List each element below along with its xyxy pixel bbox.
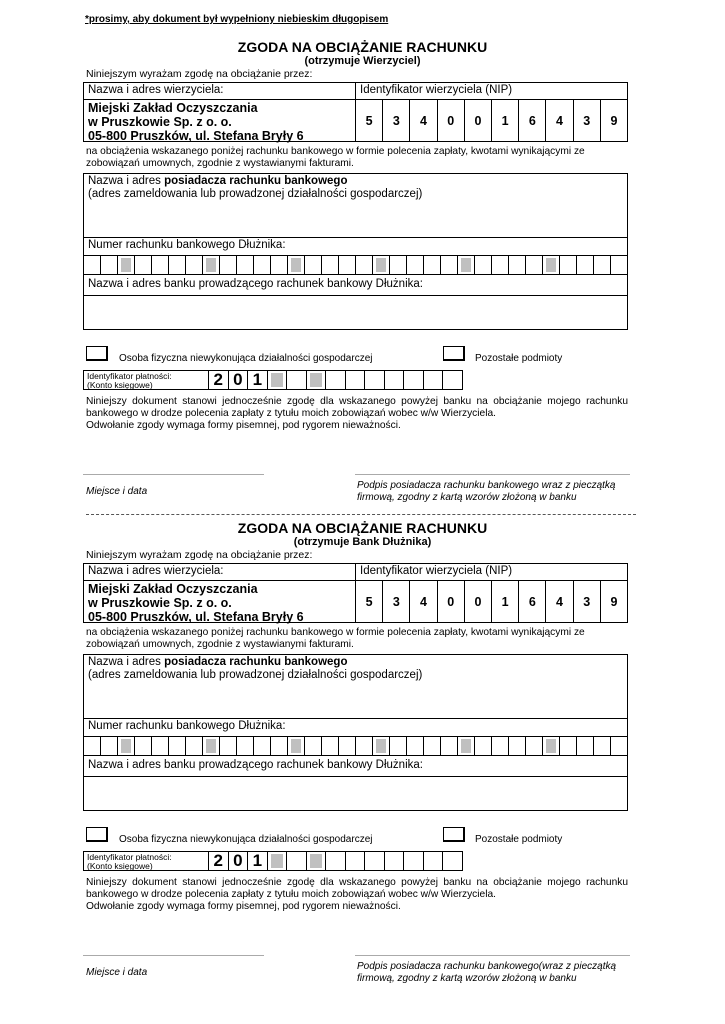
nip-digit: 4 (410, 581, 437, 622)
form-title: ZGODA NA OBCIĄŻANIE RACHUNKU (237, 520, 488, 536)
payment-id-row (83, 851, 463, 871)
account-number-grid (84, 736, 627, 756)
account-digit-cell[interactable] (186, 256, 203, 274)
account-digit-cell[interactable] (611, 256, 627, 274)
payment-id-cell[interactable] (365, 852, 385, 870)
account-separator-cell (458, 256, 475, 274)
account-separator-cell (203, 256, 220, 274)
account-number-grid (84, 255, 627, 275)
account-digit-cell[interactable] (169, 737, 186, 755)
account-digit-cell[interactable] (186, 737, 203, 755)
payment-id-label (84, 371, 209, 389)
creditor-line: w Pruszkowie Sp. z o. o. (88, 596, 232, 610)
place-date-line (83, 474, 264, 475)
debit-text: na obciążenia wskazanego poniżej rachunku bankowego w formie polecenia zapłaty, kwotami wynikającymi ze zobowiązań umownych, zgodnie z wystawianymi fakturami. (86, 146, 585, 169)
payment-id-cell[interactable] (326, 852, 346, 870)
payment-id-title: Identyfikator płatności: (87, 852, 172, 862)
payment-id-digit: 1 (248, 852, 268, 870)
consent-form-section (0, 0, 725, 503)
checkbox-other-label: Pozostałe podmioty (475, 834, 563, 845)
creditor-label: Nazwa i adres wierzyciela: (84, 564, 356, 581)
form-title: ZGODA NA OBCIĄŻANIE RACHUNKU (237, 39, 488, 55)
nip-digit: 0 (465, 100, 492, 141)
checkbox-other[interactable] (443, 346, 465, 361)
account-separator-cell (373, 737, 390, 755)
debtor-box (83, 654, 628, 811)
account-digit-cell[interactable] (135, 256, 152, 274)
holder-label-note: (adres zameldowania lub prowadzonej działalności gospodarczej) (88, 669, 423, 681)
nip-digit: 0 (438, 100, 465, 141)
checkbox-person-label: Osoba fizyczna niewykonująca działalności gospodarczej (119, 353, 373, 364)
checkbox-person[interactable] (86, 827, 108, 842)
payment-id-sub: (Konto księgowe) (87, 380, 153, 390)
account-digit-cell[interactable] (492, 256, 509, 274)
account-separator-cell (543, 737, 560, 755)
account-digit-cell[interactable] (84, 256, 101, 274)
payment-id-digit: 1 (248, 371, 268, 389)
account-digit-cell[interactable] (509, 737, 526, 755)
account-digit-cell[interactable] (526, 737, 543, 755)
account-digit-cell[interactable] (441, 737, 458, 755)
checkbox-person-label: Osoba fizyczna niewykonująca działalności gospodarczej (119, 834, 373, 845)
account-digit-cell[interactable] (135, 737, 152, 755)
nip-digit: 0 (438, 581, 465, 622)
place-date-label: Miejsce i data (86, 486, 148, 497)
intro-text: Niniejszym wyrażam zgodę na obciążanie przez: (86, 549, 313, 561)
account-digit-cell[interactable] (390, 737, 407, 755)
account-digit-cell[interactable] (305, 737, 322, 755)
holder-label-bold: posiadacza rachunku bankowego (164, 656, 348, 668)
payment-id-row (83, 370, 463, 390)
payment-id-cell[interactable] (424, 852, 444, 870)
account-digit-cell[interactable] (84, 737, 101, 755)
account-digit-cell[interactable] (594, 256, 611, 274)
account-digit-cell[interactable] (356, 737, 373, 755)
account-digit-cell[interactable] (339, 256, 356, 274)
payment-id-cell[interactable] (424, 371, 444, 389)
consent-text: Niniejszy dokument stanowi jednocześnie zgodę dla wskazanego powyżej banku na obciążanie mojego rachunku bankowego w drodze polecenia zapłaty z tytułu moich zobowiązań wobec w/w Wierzyciela. (86, 877, 628, 900)
payment-id-separator (268, 852, 288, 870)
holder-label-bold: posiadacza rachunku bankowego (164, 175, 348, 187)
creditor-table (83, 563, 628, 623)
payment-id-sub: (Konto księgowe) (87, 861, 153, 871)
holder-label-prefix: Nazwa i adres (88, 175, 165, 187)
account-digit-cell[interactable] (407, 737, 424, 755)
account-digit-cell[interactable] (101, 256, 118, 274)
creditor-line: 05-800 Pruszków, ul. Stefana Bryły 6 (88, 610, 304, 624)
nip-digit: 3 (383, 100, 410, 141)
account-separator-cell (288, 737, 305, 755)
intro-text: Niniejszym wyrażam zgodę na obciążanie przez: (86, 68, 313, 80)
account-digit-cell[interactable] (322, 256, 339, 274)
holder-input-area[interactable] (84, 683, 627, 718)
consent-text: Niniejszy dokument stanowi jednocześnie zgodę dla wskazanego powyżej banku na obciążanie mojego rachunku bankowego w drodze polecenia zapłaty z tytułu moich zobowiązań wobec w/w Wierzyciela. (86, 396, 628, 419)
nip-digits (356, 581, 627, 622)
nip-digit: 3 (574, 581, 601, 622)
account-digit-cell[interactable] (152, 256, 169, 274)
creditor-line: w Pruszkowie Sp. z o. o. (88, 115, 232, 129)
account-digit-cell[interactable] (424, 737, 441, 755)
payment-id-cell[interactable] (404, 852, 424, 870)
account-digit-cell[interactable] (577, 737, 594, 755)
creditor-line: Miejski Zakład Oczyszczania (88, 101, 258, 115)
account-digit-cell[interactable] (271, 256, 288, 274)
place-date-line (83, 955, 264, 956)
creditor-line: Miejski Zakład Oczyszczania (88, 582, 258, 596)
account-digit-cell[interactable] (577, 256, 594, 274)
nip-digit: 4 (546, 581, 573, 622)
revoke-text: Odwołanie zgody wymaga formy pisemnej, pod rygorem nieważności. (86, 420, 401, 431)
payment-id-cell[interactable] (326, 371, 346, 389)
nip-digit: 3 (383, 581, 410, 622)
account-digit-cell[interactable] (475, 737, 492, 755)
account-digit-cell[interactable] (407, 256, 424, 274)
nip-digit: 9 (610, 113, 618, 128)
checkbox-other-label: Pozostałe podmioty (475, 353, 563, 364)
nip-label: Identyfikator wierzyciela (NIP) (356, 564, 627, 581)
payment-id-separator (307, 371, 327, 389)
account-separator-cell (288, 256, 305, 274)
checkbox-other[interactable] (443, 827, 465, 842)
header-note: *prosimy, aby dokument był wypełniony niebieskim długopisem (85, 14, 389, 25)
payment-id-cell[interactable] (346, 852, 366, 870)
account-digit-cell[interactable] (101, 737, 118, 755)
signature-label: Podpis posiadacza rachunku bankowego wraz z pieczątką firmową, zgodny z kartą wzorów złożoną w banku (357, 480, 616, 503)
account-digit-cell[interactable] (220, 256, 237, 274)
account-digit-cell[interactable] (611, 737, 627, 755)
nip-digit: 6 (519, 581, 546, 622)
payment-id-label (84, 852, 209, 870)
payment-id-cell[interactable] (385, 371, 405, 389)
bank-label: Nazwa i adres banku prowadzącego rachunek bankowy Dłużnika: (88, 278, 423, 290)
account-digit-cell[interactable] (271, 737, 288, 755)
payment-id-cell[interactable] (404, 371, 424, 389)
account-digit-cell[interactable] (509, 256, 526, 274)
account-separator-cell (118, 256, 135, 274)
payment-id-title: Identyfikator płatności: (87, 371, 172, 381)
account-digit-cell[interactable] (492, 737, 509, 755)
account-digit-cell[interactable] (322, 737, 339, 755)
account-separator-cell (543, 256, 560, 274)
signature-line (355, 955, 630, 956)
creditor-address (84, 581, 356, 622)
nip-digit: 4 (546, 100, 573, 141)
nip-digit: 3 (574, 100, 601, 141)
debit-text: na obciążenia wskazanego poniżej rachunku bankowego w formie polecenia zapłaty, kwotami wynikającymi ze zobowiązań umownych, zgodnie z wystawianymi fakturami. (86, 627, 585, 650)
account-digit-cell[interactable] (475, 256, 492, 274)
payment-id-cell[interactable] (287, 852, 307, 870)
holder-label (88, 175, 422, 201)
payment-id-separator (307, 852, 327, 870)
account-separator-cell (458, 737, 475, 755)
place-date-label: Miejsce i data (86, 967, 148, 978)
account-digit-cell[interactable] (152, 737, 169, 755)
consent-form-section (0, 481, 725, 984)
signature-label: Podpis posiadacza rachunku bankowego(wraz z pieczątką firmową, zgodny z kartą wzorów złożoną w banku (357, 961, 617, 984)
account-digit-cell[interactable] (237, 737, 254, 755)
account-digit-cell[interactable] (305, 256, 322, 274)
account-digit-cell[interactable] (169, 256, 186, 274)
nip-digit: 4 (410, 100, 437, 141)
account-separator-cell (203, 737, 220, 755)
bank-label: Nazwa i adres banku prowadzącego rachunek bankowy Dłużnika: (88, 759, 423, 771)
account-digit-cell[interactable] (254, 737, 271, 755)
nip-label: Identyfikator wierzyciela (NIP) (356, 83, 627, 100)
account-label: Numer rachunku bankowego Dłużnika: (88, 239, 286, 251)
account-digit-cell[interactable] (594, 737, 611, 755)
account-digit-cell[interactable] (526, 256, 543, 274)
creditor-label: Nazwa i adres wierzyciela: (84, 83, 356, 100)
payment-id-digit: 2 (209, 371, 229, 389)
signature-line (355, 474, 630, 475)
nip-digits (356, 100, 627, 141)
nip-digit: 1 (492, 100, 519, 141)
revoke-text: Odwołanie zgody wymaga formy pisemnej, pod rygorem nieważności. (86, 901, 401, 912)
nip-digit: 9 (610, 594, 618, 609)
account-separator-cell (118, 737, 135, 755)
account-digit-cell[interactable] (560, 737, 577, 755)
account-separator-cell (373, 256, 390, 274)
holder-input-area[interactable] (84, 202, 627, 237)
checkbox-person[interactable] (86, 346, 108, 361)
payment-id-cell[interactable] (443, 852, 462, 870)
account-label: Numer rachunku bankowego Dłużnika: (88, 720, 286, 732)
nip-digit: 5 (356, 581, 383, 622)
payment-id-digit: 0 (229, 852, 249, 870)
debtor-box (83, 173, 628, 330)
payment-id-digit: 0 (229, 371, 249, 389)
payment-id-cell[interactable] (385, 852, 405, 870)
nip-digit: 6 (519, 100, 546, 141)
nip-digit: 0 (465, 581, 492, 622)
account-digit-cell[interactable] (237, 256, 254, 274)
holder-label (88, 656, 422, 682)
payment-id-separator (268, 371, 288, 389)
account-digit-cell[interactable] (254, 256, 271, 274)
holder-label-note: (adres zameldowania lub prowadzonej działalności gospodarczej) (88, 188, 423, 200)
account-digit-cell[interactable] (220, 737, 237, 755)
account-digit-cell[interactable] (441, 256, 458, 274)
payment-id-cell[interactable] (365, 371, 385, 389)
creditor-table (83, 82, 628, 142)
account-digit-cell[interactable] (356, 256, 373, 274)
creditor-line: 05-800 Pruszków, ul. Stefana Bryły 6 (88, 129, 304, 143)
payment-id-cell[interactable] (287, 371, 307, 389)
creditor-address (84, 100, 356, 141)
nip-digit: 5 (356, 100, 383, 141)
form-subtitle: (otrzymuje Wierzyciel) (304, 55, 421, 67)
payment-id-cell[interactable] (346, 371, 366, 389)
account-digit-cell[interactable] (339, 737, 356, 755)
form-subtitle: (otrzymuje Bank Dłużnika) (293, 536, 432, 548)
account-digit-cell[interactable] (560, 256, 577, 274)
account-digit-cell[interactable] (390, 256, 407, 274)
nip-digit: 1 (492, 581, 519, 622)
bank-input-area[interactable] (84, 296, 627, 329)
holder-label-prefix: Nazwa i adres (88, 656, 165, 668)
payment-id-cell[interactable] (443, 371, 462, 389)
payment-id-digit: 2 (209, 852, 229, 870)
account-digit-cell[interactable] (424, 256, 441, 274)
bank-input-area[interactable] (84, 777, 627, 810)
